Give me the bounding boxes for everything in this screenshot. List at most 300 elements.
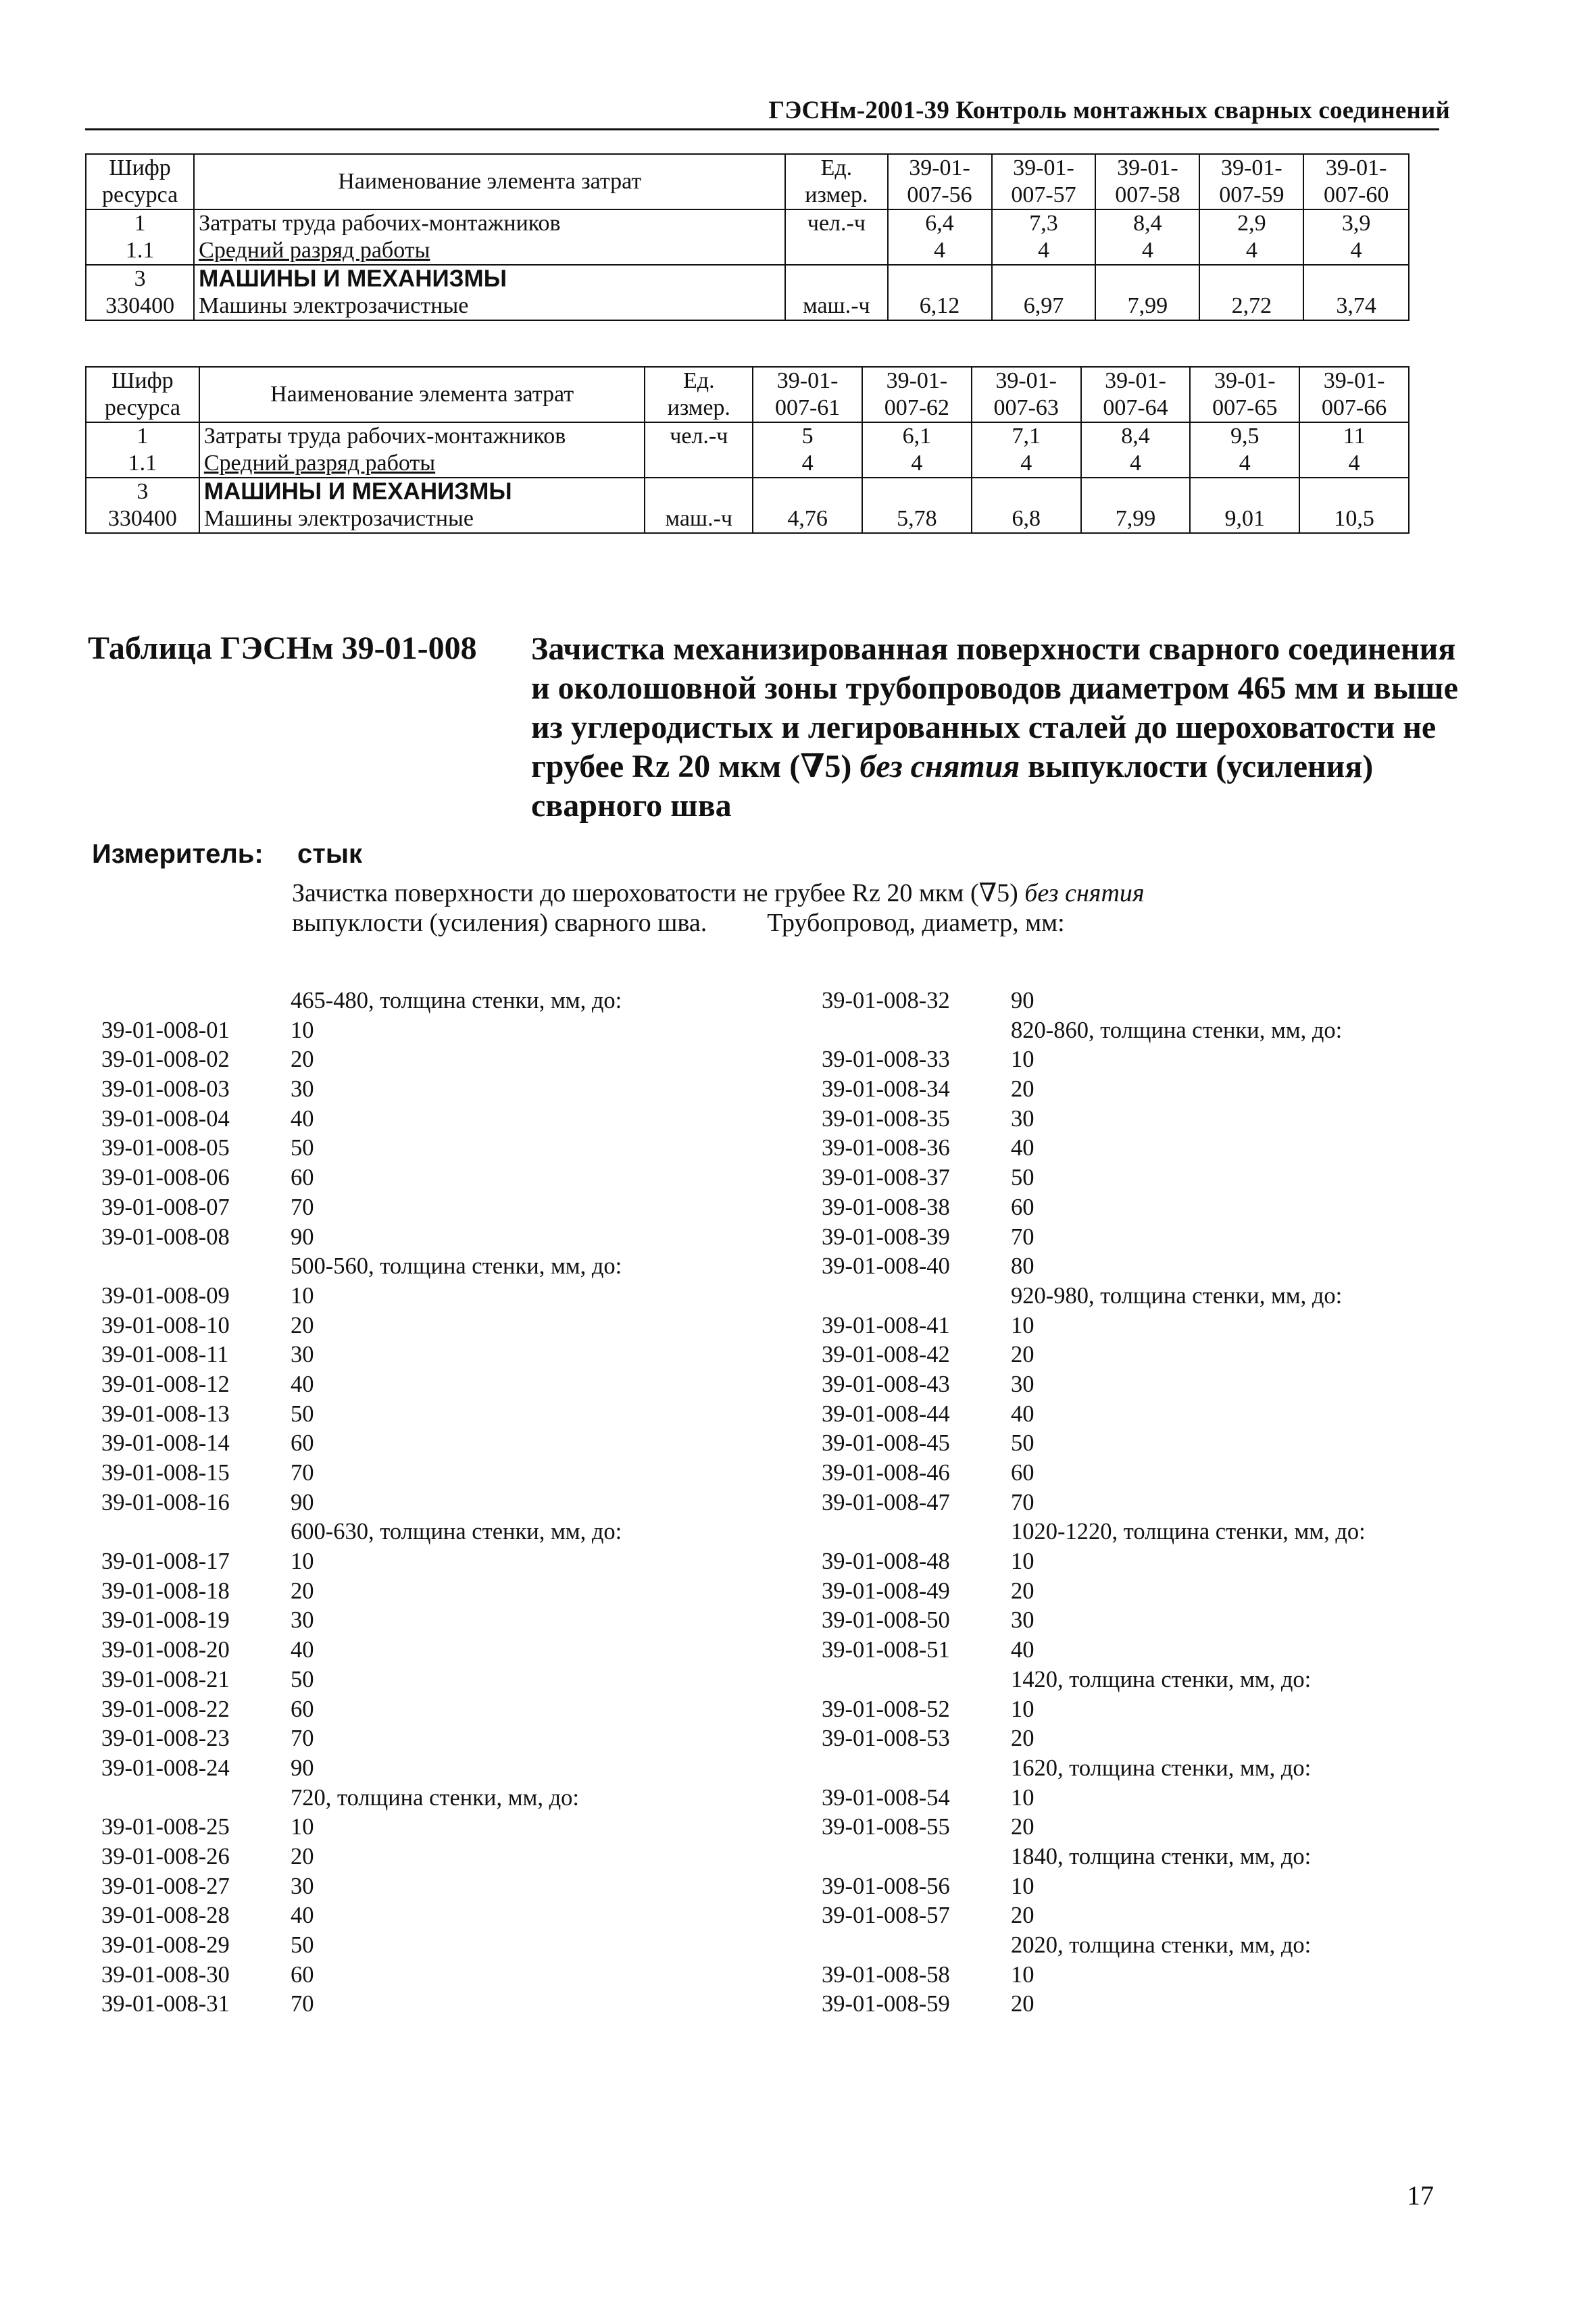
row-unit: чел.-ч — [645, 422, 753, 450]
page-number: 17 — [1407, 2180, 1434, 2211]
list-item — [822, 1134, 1450, 1163]
list-item — [101, 1813, 777, 1842]
header-col: 007-58 — [1095, 182, 1199, 209]
rate-code: 39-01-008-19 — [101, 1607, 230, 1634]
list-item — [101, 1105, 777, 1134]
thickness-value: 30 — [1011, 1105, 1034, 1132]
thickness-value: 40 — [1011, 1135, 1034, 1161]
rate-code: 39-01-008-25 — [101, 1814, 230, 1840]
thickness-value: 30 — [291, 1342, 314, 1368]
list-item — [822, 1105, 1450, 1134]
list-item — [822, 1193, 1450, 1223]
list-item — [822, 1459, 1450, 1488]
list-item — [101, 1961, 777, 1990]
list-item — [101, 1636, 777, 1665]
rate-code: 39-01-008-34 — [822, 1076, 950, 1103]
list-item — [822, 1370, 1450, 1400]
rate-code: 39-01-008-49 — [822, 1578, 950, 1604]
rate-code: 39-01-008-24 — [101, 1755, 230, 1781]
table-row — [86, 450, 1409, 478]
list-item — [822, 1252, 1450, 1282]
rate-code: 39-01-008-42 — [822, 1342, 950, 1368]
resource-table-1 — [85, 153, 1410, 321]
header-code: ресурса — [86, 182, 194, 209]
row-value — [1199, 265, 1303, 293]
list-item — [822, 1311, 1450, 1341]
list-item — [101, 1370, 777, 1400]
list-item — [101, 986, 777, 1016]
diameter-group-label: 820-860, толщина стенки, мм, до: — [1011, 1017, 1343, 1043]
thickness-value: 10 — [291, 1017, 314, 1043]
row-value: 4 — [1095, 237, 1199, 265]
diameter-group-label: 720, толщина стенки, мм, до: — [291, 1784, 580, 1811]
desc-main: Зачистка поверхности до шероховатости не грубее Rz 20 мкм (∇5) — [292, 879, 1018, 907]
header-col: 007-57 — [992, 182, 1096, 209]
thickness-value: 20 — [291, 1047, 314, 1073]
row-unit: маш.-ч — [785, 293, 887, 320]
rate-code: 39-01-008-45 — [822, 1430, 950, 1457]
list-item — [822, 1961, 1450, 1990]
row-code: 330400 — [86, 505, 199, 533]
thickness-value: 70 — [291, 1726, 314, 1752]
row-code: 3 — [86, 265, 194, 293]
thickness-value: 10 — [291, 1814, 314, 1840]
row-unit — [645, 450, 753, 478]
header-col: 39-01- — [992, 154, 1096, 182]
rate-code: 39-01-008-46 — [822, 1460, 950, 1486]
row-value: 6,8 — [972, 505, 1081, 533]
list-item — [101, 1577, 777, 1607]
list-item — [101, 1311, 777, 1341]
thickness-value: 30 — [291, 1873, 314, 1899]
list-item — [101, 1547, 777, 1577]
row-value — [1081, 478, 1191, 505]
rate-code: 39-01-008-32 — [822, 988, 950, 1013]
thickness-value: 30 — [291, 1607, 314, 1634]
thickness-value: 20 — [291, 1578, 314, 1604]
row-value: 4 — [1081, 450, 1191, 478]
list-item — [101, 1459, 777, 1488]
rate-code: 39-01-008-16 — [101, 1489, 230, 1515]
list-item — [101, 1754, 777, 1784]
meter-label: Измеритель: — [92, 839, 264, 869]
list-item — [822, 1636, 1450, 1665]
rate-code: 39-01-008-20 — [101, 1637, 230, 1663]
list-item — [822, 1931, 1450, 1961]
row-value — [753, 478, 862, 505]
thickness-value: 40 — [291, 1637, 314, 1663]
rate-list-right — [822, 986, 1450, 2019]
rate-code: 39-01-008-48 — [822, 1549, 950, 1575]
list-item — [101, 1429, 777, 1459]
thickness-value: 40 — [1011, 1401, 1034, 1427]
row-name: Машины электрозачистные — [199, 505, 645, 533]
header-unit: измер. — [785, 182, 887, 209]
header-col: 007-66 — [1299, 395, 1409, 422]
list-item — [822, 1223, 1450, 1253]
rate-code: 39-01-008-13 — [101, 1401, 230, 1427]
page-header-title: ГЭСНм-2001-39 Контроль монтажных сварных соединений — [768, 97, 1450, 124]
rate-code: 39-01-008-54 — [822, 1784, 950, 1811]
header-unit: Ед. — [785, 154, 887, 182]
desc-tail: Трубопровод, диаметр, мм: — [767, 909, 1065, 937]
list-item — [822, 1724, 1450, 1754]
list-item — [101, 1724, 777, 1754]
list-item — [101, 1990, 777, 2019]
row-value: 11 — [1299, 422, 1409, 450]
thickness-value: 30 — [291, 1076, 314, 1103]
list-item — [101, 1842, 777, 1872]
rate-code: 39-01-008-51 — [822, 1637, 950, 1663]
row-value: 7,1 — [972, 422, 1081, 450]
thickness-value: 20 — [1011, 1903, 1034, 1929]
table-title — [531, 630, 1464, 826]
rate-code: 39-01-008-28 — [101, 1903, 230, 1929]
diameter-group-label: 1020-1220, толщина стенки, мм, до: — [1011, 1519, 1366, 1545]
thickness-value: 60 — [291, 1696, 314, 1722]
thickness-value: 10 — [1011, 1549, 1034, 1575]
rate-code: 39-01-008-22 — [101, 1696, 230, 1722]
row-value — [972, 478, 1081, 505]
list-item — [822, 1163, 1450, 1193]
rate-code: 39-01-008-38 — [822, 1194, 950, 1220]
row-unit — [785, 265, 887, 293]
list-item — [822, 1429, 1450, 1459]
row-code: 1.1 — [86, 237, 194, 265]
rate-code: 39-01-008-52 — [822, 1696, 950, 1722]
thickness-value: 60 — [291, 1430, 314, 1457]
list-item — [822, 1872, 1450, 1902]
list-item — [101, 1163, 777, 1193]
table-header-row — [86, 367, 1409, 395]
header-col: 007-65 — [1190, 395, 1299, 422]
header-name: Наименование элемента затрат — [199, 367, 645, 422]
list-item — [822, 1665, 1450, 1695]
rate-code: 39-01-008-01 — [101, 1017, 230, 1043]
list-item — [822, 1547, 1450, 1577]
row-name: Затраты труда рабочих-монтажников — [199, 422, 645, 450]
header-col: 39-01- — [1095, 154, 1199, 182]
header-unit: Ед. — [645, 367, 753, 395]
row-value: 7,3 — [992, 209, 1096, 237]
row-value: 2,72 — [1199, 293, 1303, 320]
header-col: 39-01- — [1190, 367, 1299, 395]
rate-code: 39-01-008-37 — [822, 1165, 950, 1191]
row-unit: чел.-ч — [785, 209, 887, 237]
list-item — [822, 1340, 1450, 1370]
list-item — [822, 1045, 1450, 1075]
list-item — [822, 1842, 1450, 1872]
rate-code: 39-01-008-47 — [822, 1489, 950, 1515]
list-item — [822, 1016, 1450, 1046]
thickness-value: 90 — [291, 1489, 314, 1515]
diameter-group-label: 465-480, толщина стенки, мм, до: — [291, 988, 622, 1013]
thickness-value: 40 — [291, 1105, 314, 1132]
thickness-value: 50 — [291, 1666, 314, 1692]
row-value: 4,76 — [753, 505, 862, 533]
header-col: 007-59 — [1199, 182, 1303, 209]
list-item — [822, 1075, 1450, 1105]
list-item — [101, 1784, 777, 1813]
row-value: 6,1 — [862, 422, 972, 450]
thickness-value: 10 — [1011, 1312, 1034, 1338]
thickness-value: 50 — [291, 1135, 314, 1161]
header-col: 007-56 — [888, 182, 992, 209]
row-code: 330400 — [86, 293, 194, 320]
header-code: ресурса — [86, 395, 199, 422]
thickness-value: 60 — [291, 1961, 314, 1988]
rate-code: 39-01-008-10 — [101, 1312, 230, 1338]
row-code: 1.1 — [86, 450, 199, 478]
thickness-value: 20 — [291, 1843, 314, 1869]
row-value: 6,12 — [888, 293, 992, 320]
row-value: 10,5 — [1299, 505, 1409, 533]
row-code: 1 — [86, 209, 194, 237]
list-item — [101, 1045, 777, 1075]
list-item — [101, 1075, 777, 1105]
list-item — [101, 1193, 777, 1223]
rate-code: 39-01-008-43 — [822, 1371, 950, 1397]
thickness-value: 70 — [1011, 1489, 1034, 1515]
list-item — [101, 1340, 777, 1370]
rate-code: 39-01-008-58 — [822, 1961, 950, 1988]
list-item — [822, 1784, 1450, 1813]
table-row — [86, 422, 1409, 450]
thickness-value: 20 — [1011, 1814, 1034, 1840]
list-item — [822, 1813, 1450, 1842]
row-value: 2,9 — [1199, 209, 1303, 237]
table-row — [86, 478, 1409, 505]
list-item — [822, 1400, 1450, 1430]
table-title-end: выпуклости (усиления) сварного шва — [531, 749, 1374, 824]
list-item — [822, 1606, 1450, 1636]
row-value: 4 — [972, 450, 1081, 478]
thickness-value: 20 — [1011, 1991, 1034, 2017]
list-item — [101, 1282, 777, 1311]
diameter-group-label: 2020, толщина стенки, мм, до: — [1011, 1932, 1312, 1958]
desc-end: выпуклости (усиления) сварного шва. — [292, 909, 707, 937]
table-header-row — [86, 154, 1409, 182]
row-value: 5,78 — [862, 505, 972, 533]
rate-code: 39-01-008-03 — [101, 1076, 230, 1103]
row-value: 9,01 — [1190, 505, 1299, 533]
list-item — [101, 1931, 777, 1961]
header-col: 007-60 — [1303, 182, 1409, 209]
rate-code: 39-01-008-11 — [101, 1342, 229, 1368]
thickness-value: 90 — [291, 1755, 314, 1781]
thickness-value: 40 — [1011, 1637, 1034, 1663]
table-row — [86, 265, 1409, 293]
rate-code: 39-01-008-40 — [822, 1253, 950, 1280]
list-item — [101, 1695, 777, 1725]
thickness-value: 20 — [1011, 1726, 1034, 1752]
rate-code: 39-01-008-23 — [101, 1726, 230, 1752]
diameter-group-label: 1620, толщина стенки, мм, до: — [1011, 1755, 1312, 1781]
rate-code: 39-01-008-18 — [101, 1578, 230, 1604]
list-item — [822, 986, 1450, 1016]
meter-value: стык — [297, 839, 363, 869]
rate-code: 39-01-008-36 — [822, 1135, 950, 1161]
table-caption: Таблица ГЭСНм 39-01-008 — [88, 630, 477, 666]
rate-code: 39-01-008-55 — [822, 1814, 950, 1840]
row-name: Средний разряд работы — [194, 237, 785, 265]
rate-code: 39-01-008-14 — [101, 1430, 230, 1457]
list-item — [101, 1872, 777, 1902]
row-value: 4 — [1303, 237, 1409, 265]
rate-code: 39-01-008-29 — [101, 1932, 230, 1958]
row-code: 1 — [86, 422, 199, 450]
row-value: 4 — [1190, 450, 1299, 478]
row-unit — [785, 237, 887, 265]
thickness-value: 10 — [291, 1549, 314, 1575]
rate-code: 39-01-008-59 — [822, 1991, 950, 2017]
diameter-group-label: 600-630, толщина стенки, мм, до: — [291, 1519, 622, 1545]
thickness-value: 50 — [291, 1932, 314, 1958]
thickness-value: 10 — [1011, 1047, 1034, 1073]
thickness-value: 90 — [291, 1224, 314, 1250]
header-col: 007-62 — [862, 395, 972, 422]
table-row — [86, 209, 1409, 237]
thickness-value: 40 — [291, 1371, 314, 1397]
list-item — [822, 1695, 1450, 1725]
row-value: 6,97 — [992, 293, 1096, 320]
rate-code: 39-01-008-04 — [101, 1105, 230, 1132]
list-item — [822, 1901, 1450, 1931]
row-value — [888, 265, 992, 293]
rate-code: 39-01-008-44 — [822, 1401, 950, 1427]
list-item — [822, 1282, 1450, 1311]
row-value — [1190, 478, 1299, 505]
thickness-value: 70 — [291, 1991, 314, 2017]
thickness-value: 10 — [1011, 1784, 1034, 1811]
header-col: 007-64 — [1081, 395, 1191, 422]
thickness-value: 20 — [1011, 1342, 1034, 1368]
rate-code: 39-01-008-33 — [822, 1047, 950, 1073]
header-col: 39-01- — [862, 367, 972, 395]
header-col: 39-01- — [888, 154, 992, 182]
diameter-group-label: 1420, толщина стенки, мм, до: — [1011, 1666, 1312, 1692]
table-title-italic: без снятия — [859, 749, 1020, 784]
thickness-value: 70 — [291, 1194, 314, 1220]
row-value: 4 — [888, 237, 992, 265]
thickness-value: 30 — [1011, 1607, 1034, 1634]
list-item — [101, 1488, 777, 1518]
header-col: 39-01- — [1199, 154, 1303, 182]
list-item — [822, 1488, 1450, 1518]
header-name: Наименование элемента затрат — [194, 154, 785, 209]
rate-code: 39-01-008-02 — [101, 1047, 230, 1073]
row-value: 5 — [753, 422, 862, 450]
table-row — [86, 505, 1409, 533]
resource-table-2 — [85, 366, 1410, 534]
list-item — [101, 1016, 777, 1046]
thickness-value: 10 — [1011, 1696, 1034, 1722]
list-item — [101, 1134, 777, 1163]
header-code: Шифр — [86, 154, 194, 182]
rate-list-left — [101, 986, 777, 2019]
row-value: 9,5 — [1190, 422, 1299, 450]
thickness-value: 20 — [1011, 1076, 1034, 1103]
thickness-value: 20 — [291, 1312, 314, 1338]
thickness-value: 70 — [291, 1460, 314, 1486]
list-item — [101, 1665, 777, 1695]
rate-code: 39-01-008-05 — [101, 1135, 230, 1161]
rate-code: 39-01-008-31 — [101, 1991, 230, 2017]
thickness-value: 50 — [291, 1401, 314, 1427]
header-col: 39-01- — [1299, 367, 1409, 395]
list-item — [101, 1901, 777, 1931]
thickness-value: 60 — [1011, 1460, 1034, 1486]
row-value: 3,9 — [1303, 209, 1409, 237]
rate-code: 39-01-008-56 — [822, 1873, 950, 1899]
row-code: 3 — [86, 478, 199, 505]
row-name: МАШИНЫ И МЕХАНИЗМЫ — [194, 265, 785, 293]
row-unit — [645, 478, 753, 505]
thickness-value: 50 — [1011, 1430, 1034, 1457]
row-unit: маш.-ч — [645, 505, 753, 533]
list-item — [101, 1252, 777, 1282]
row-name: Затраты труда рабочих-монтажников — [194, 209, 785, 237]
thickness-value: 10 — [291, 1282, 314, 1309]
row-name: Машины электрозачистные — [194, 293, 785, 320]
table-row — [86, 237, 1409, 265]
diameter-group-label: 1840, толщина стенки, мм, до: — [1011, 1843, 1312, 1869]
row-value — [1303, 265, 1409, 293]
thickness-value: 90 — [1011, 988, 1034, 1013]
thickness-value: 60 — [1011, 1194, 1034, 1220]
row-value — [862, 478, 972, 505]
row-value: 4 — [1199, 237, 1303, 265]
list-item — [822, 1990, 1450, 2019]
header-col: 39-01- — [1303, 154, 1409, 182]
rate-code: 39-01-008-15 — [101, 1460, 230, 1486]
row-value: 4 — [753, 450, 862, 478]
diameter-group-label: 920-980, толщина стенки, мм, до: — [1011, 1282, 1343, 1309]
rate-code: 39-01-008-06 — [101, 1165, 230, 1191]
list-item — [822, 1577, 1450, 1607]
table-title-main: Зачистка механизированная поверхности сварного соединения и околошовной зоны трубопроводов диаметром 465 мм и выше из углеродистых и легированных сталей до шероховатости не грубее Rz 20 мкм (∇5) — [531, 631, 1458, 784]
list-item — [822, 1754, 1450, 1784]
thickness-value: 80 — [1011, 1253, 1034, 1280]
rate-code: 39-01-008-57 — [822, 1903, 950, 1929]
thickness-value: 60 — [291, 1165, 314, 1191]
table-row — [86, 293, 1409, 320]
rate-code: 39-01-008-41 — [822, 1312, 950, 1338]
thickness-value: 20 — [1011, 1578, 1034, 1604]
header-col: 39-01- — [1081, 367, 1191, 395]
diameter-group-label: 500-560, толщина стенки, мм, до: — [291, 1253, 622, 1280]
rate-code: 39-01-008-08 — [101, 1224, 230, 1250]
desc-italic: без снятия — [1024, 879, 1145, 907]
header-col: 007-63 — [972, 395, 1081, 422]
header-col: 39-01- — [753, 367, 862, 395]
rate-code: 39-01-008-50 — [822, 1607, 950, 1634]
rate-code: 39-01-008-53 — [822, 1726, 950, 1752]
rate-code: 39-01-008-39 — [822, 1224, 950, 1250]
list-item — [101, 1400, 777, 1430]
row-value — [1299, 478, 1409, 505]
rate-code: 39-01-008-26 — [101, 1843, 230, 1869]
row-value: 4 — [862, 450, 972, 478]
rate-code: 39-01-008-35 — [822, 1105, 950, 1132]
rate-code: 39-01-008-12 — [101, 1371, 230, 1397]
header-rule — [85, 128, 1439, 130]
row-value: 8,4 — [1081, 422, 1191, 450]
row-value — [1095, 265, 1199, 293]
row-value: 7,99 — [1095, 293, 1199, 320]
rate-code: 39-01-008-09 — [101, 1282, 230, 1309]
header-col: 39-01- — [972, 367, 1081, 395]
